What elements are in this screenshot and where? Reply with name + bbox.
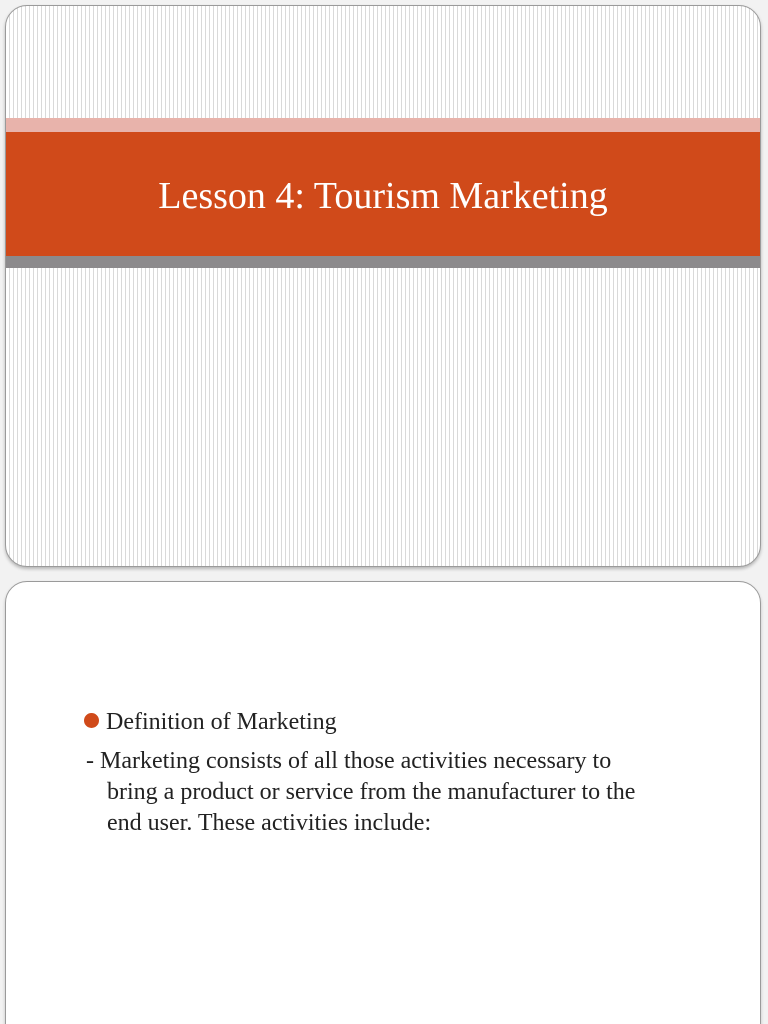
title-slide xyxy=(5,5,761,567)
title-band-bottom-stripe xyxy=(6,256,760,268)
body-line: end user. These activities include: xyxy=(107,810,432,836)
bullet-item xyxy=(84,708,337,736)
content-slide xyxy=(5,581,761,1024)
title-band-top-stripe xyxy=(6,118,760,132)
bullet-icon xyxy=(84,713,99,728)
bullet-heading: Definition of Marketing xyxy=(106,709,337,735)
slide-title: Lesson 4: Tourism Marketing xyxy=(158,175,608,217)
body-line: bring a product or service from the manufacturer to the xyxy=(107,779,636,805)
body-line: - Marketing consists of all those activities necessary to xyxy=(86,748,612,774)
body-paragraph xyxy=(86,746,726,839)
title-band xyxy=(6,132,760,256)
